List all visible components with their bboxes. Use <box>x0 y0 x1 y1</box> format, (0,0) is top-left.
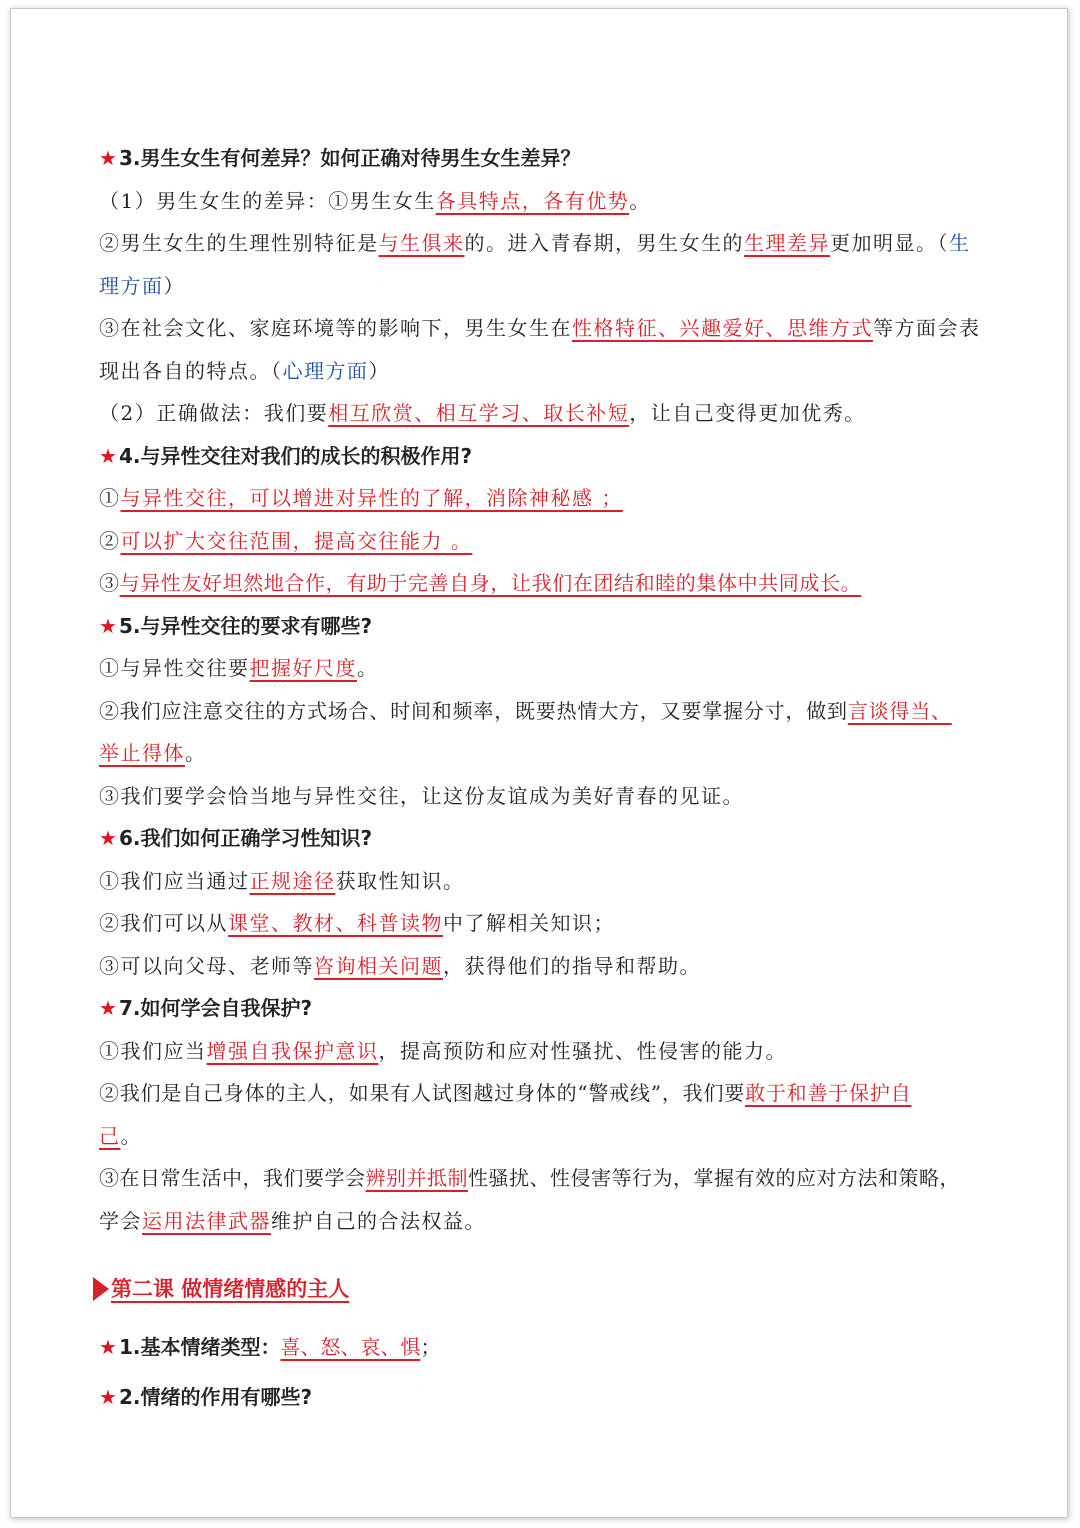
q3-l1-end: 。 <box>629 188 651 213</box>
q6-l2-end: 中了解相关知识； <box>443 911 615 935</box>
q5-l2-text: ②我们应注意交往的方式场合、时间和频率，既要热情大方，又要掌握分寸，做到 <box>99 698 848 723</box>
q4-line-1 <box>99 477 999 520</box>
q3-l3-note: 理方面 <box>99 273 164 298</box>
q7-l1-end: ，提高预防和应对性骚扰、性侵害的能力。 <box>378 1038 787 1063</box>
q3-l4-key: 性格特征、兴趣爱好、思维方式 <box>572 316 873 340</box>
q5-line-3 <box>99 732 999 775</box>
document-page <box>10 8 1068 1518</box>
question-4-title: 4.与异性交往对我们的成长的积极作用? <box>118 443 473 468</box>
q3-l4-end: 等方面会表 <box>873 316 981 340</box>
question-3-heading <box>99 137 999 180</box>
q3-l2-key-1: 与生俱来 <box>378 231 465 255</box>
q7-l2-key: 敢于和善于保护自 <box>745 1081 912 1105</box>
q4-l1-num: ① <box>99 486 121 510</box>
q3-line-5 <box>99 350 999 393</box>
q4-l1-key: 与异性交往，可以增进对异性的了解，消除神秘感 ； <box>120 486 623 510</box>
lesson-2-q2-title: 2.情绪的作用有哪些? <box>118 1385 313 1409</box>
q3-l1-text: （1）男生女生的差异：①男生女生 <box>99 188 436 213</box>
q6-l2-text: ②我们可以从 <box>99 911 228 935</box>
q7-l3-end: 。 <box>120 1123 142 1148</box>
star-icon: ★ <box>99 1385 117 1409</box>
q3-l2-key-2: 生理差异 <box>744 231 830 255</box>
q6-line-3 <box>99 945 999 988</box>
q6-l2-key: 课堂、教材、科普读物 <box>228 911 443 935</box>
q6-line-1 <box>99 860 999 903</box>
q7-l5-text: 学会 <box>99 1208 142 1233</box>
q3-l4-text: ③在社会文化、家庭环境等的影响下，男生女生在 <box>99 316 572 340</box>
lesson-2-q1-title: 1.基本情绪类型： <box>118 1335 281 1359</box>
q7-l4-end: 性骚扰、性侵害等行为，掌握有效的应对方法和策略， <box>468 1166 960 1190</box>
question-6-title: 6.我们如何正确学习性知识? <box>118 826 373 850</box>
q7-l4-key: 辨别并抵制 <box>365 1166 468 1190</box>
q3-l5-end: ） <box>368 358 390 383</box>
lesson-2-title: 第二课 做情绪情感的主人 <box>111 1277 350 1301</box>
q4-l2-key: 可以扩大交往范围，提高交往能力 。 <box>120 528 473 553</box>
q5-line-4 <box>99 775 999 818</box>
question-6-heading <box>99 817 999 860</box>
q4-l2-num: ② <box>99 528 121 553</box>
q5-l2-key: 言谈得当、 <box>847 698 952 723</box>
arrow-right-icon <box>93 1277 109 1301</box>
q6-l3-key: 咨询相关问题 <box>314 953 443 978</box>
q4-l3-key: 与异性友好坦然地合作，有助于完善自身，让我们在团结和睦的集体中共同成长。 <box>119 571 862 595</box>
star-icon: ★ <box>99 1335 117 1359</box>
q5-line-1 <box>99 647 999 690</box>
q5-line-2 <box>99 690 999 733</box>
q6-l1-end: 获取性知识。 <box>335 868 465 893</box>
q7-l5-end: 维护自己的合法权益。 <box>271 1208 486 1233</box>
q7-line-1 <box>99 1030 999 1073</box>
q5-l4-text: ③我们要学会恰当地与异性交往，让这份友谊成为美好青春的见证。 <box>99 783 744 808</box>
q7-line-2 <box>99 1072 999 1115</box>
q5-l3-key: 举止得体 <box>99 741 185 765</box>
q7-l1-text: ①我们应当 <box>99 1038 207 1063</box>
q4-l3-num: ③ <box>99 571 120 595</box>
star-icon: ★ <box>99 826 117 850</box>
q7-l3-key: 己 <box>99 1123 121 1148</box>
question-7-title: 7.如何学会自我保护? <box>118 996 313 1020</box>
lesson-2-q1-key: 喜、怒、哀、惧 <box>280 1335 421 1359</box>
lesson-2-q1-end: ； <box>420 1335 441 1359</box>
star-icon: ★ <box>99 146 117 170</box>
star-icon: ★ <box>99 443 117 468</box>
question-4-heading <box>99 435 999 478</box>
q3-line-1 <box>99 180 999 223</box>
q7-line-3 <box>99 1115 999 1158</box>
q3-l2-end: 更加明显。（ <box>830 231 949 255</box>
q3-l6-key: 相互欣赏、相互学习、取长补短 <box>328 401 630 425</box>
question-5-title: 5.与异性交往的要求有哪些? <box>118 613 373 638</box>
q3-l6-end: ，让自己变得更加优秀。 <box>629 401 866 425</box>
lesson-2-q2 <box>99 1372 999 1422</box>
q5-l1-key: 把握好尺度 <box>249 656 357 680</box>
q5-l3-end: 。 <box>185 741 207 765</box>
q7-l5-key: 运用法律武器 <box>142 1208 271 1233</box>
star-icon: ★ <box>99 613 117 638</box>
q3-line-3 <box>99 265 999 308</box>
q7-line-5 <box>99 1200 999 1243</box>
q3-l3-end: ） <box>163 273 185 298</box>
q3-l2-text: ②男生女生的生理性别特征是 <box>99 231 379 255</box>
question-3-title: 3.男生女生有何差异？如何正确对待男生女生差异？ <box>118 146 581 170</box>
q7-l2-text: ②我们是自己身体的主人，如果有人试图越过身体的“警戒线”，我们要 <box>99 1081 746 1105</box>
q6-l3-end: ，获得他们的指导和帮助。 <box>443 953 701 978</box>
q3-line-4 <box>99 307 999 350</box>
q5-l1-end: 。 <box>357 656 379 680</box>
q3-line-6 <box>99 392 999 435</box>
q3-l5-text: 现出各自的特点。（ <box>99 358 283 383</box>
q3-l2-note: 生 <box>949 231 971 255</box>
q7-l4-text: ③在日常生活中，我们要学会 <box>99 1166 366 1190</box>
q5-l1-text: ①与异性交往要 <box>99 656 250 680</box>
q7-line-4 <box>99 1157 999 1200</box>
q6-l1-text: ①我们应当通过 <box>99 868 250 893</box>
q7-l1-key: 增强自我保护意识 <box>206 1038 379 1063</box>
q4-line-2 <box>99 520 999 563</box>
q6-l1-key: 正规途径 <box>249 868 336 893</box>
document-content <box>99 137 999 1422</box>
q6-line-2 <box>99 902 999 945</box>
lesson-2-heading <box>99 1264 999 1314</box>
q6-l3-text: ③可以向父母、老师等 <box>99 953 314 978</box>
lesson-2-q1 <box>99 1322 999 1372</box>
q3-line-2 <box>99 222 999 265</box>
q4-line-3 <box>99 562 999 605</box>
question-7-heading <box>99 987 999 1030</box>
q3-l6-text: （2）正确做法：我们要 <box>99 401 329 425</box>
q3-l1-key: 各具特点，各有优势 <box>435 188 630 213</box>
q3-l2-mid: 的。进入青春期，男生女生的 <box>464 231 744 255</box>
star-icon: ★ <box>99 996 117 1020</box>
question-5-heading <box>99 605 999 648</box>
q3-l5-note: 心理方面 <box>282 358 369 383</box>
